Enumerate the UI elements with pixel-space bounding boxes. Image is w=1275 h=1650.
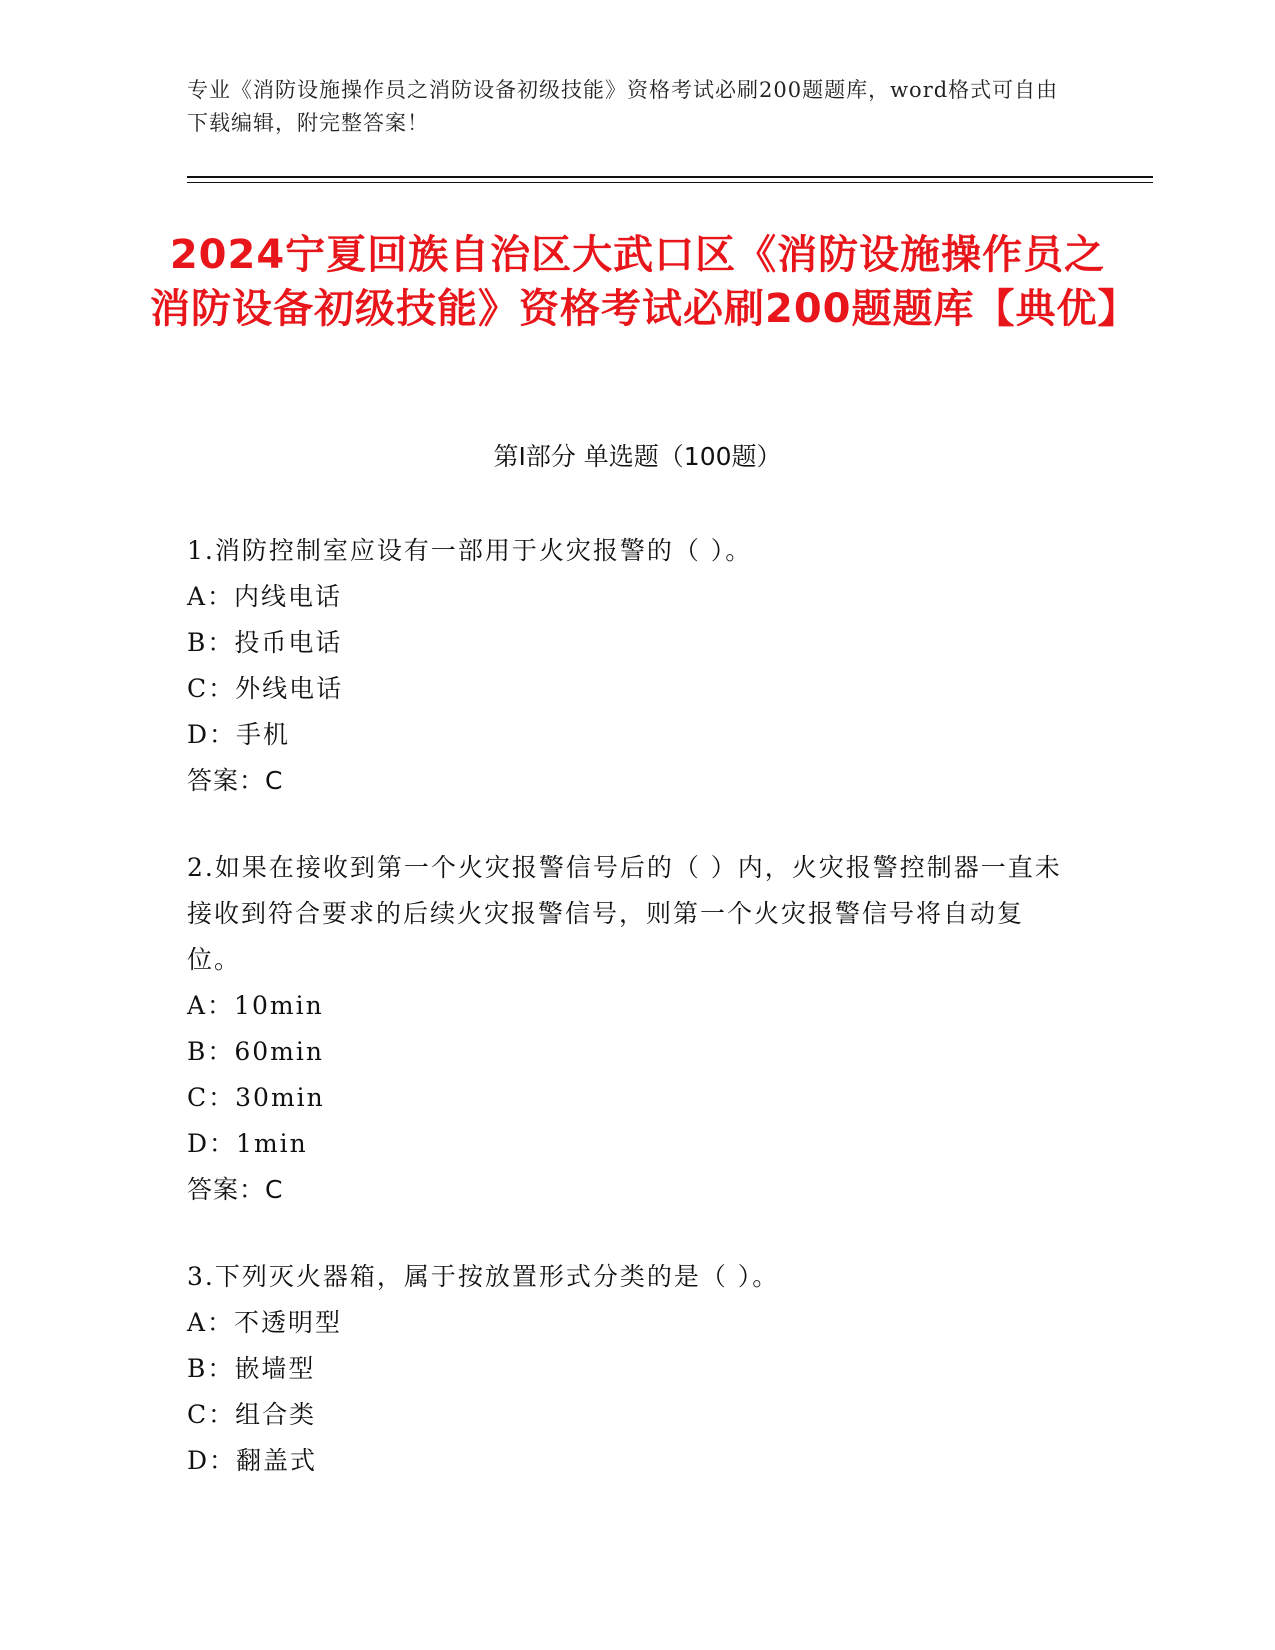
option-b: B：嵌墙型 — [187, 1354, 316, 1383]
answer-text: 答案：C — [187, 1175, 284, 1204]
option-d: D：手机 — [187, 720, 291, 749]
question-stem: 1.消防控制室应设有一部用于火灾报警的（ ）。 — [187, 536, 753, 565]
option-c: C：30min — [187, 1083, 325, 1112]
question-stem: 2.如果在接收到第一个火灾报警信号后的（ ）内，火灾报警控制器一直未接收到符合要求的后续火灾报警信号，则第一个火灾报警信号将自动复位。 — [187, 853, 1062, 974]
question-stem: 3.下列灭火器箱，属于按放置形式分类的是（ ）。 — [187, 1262, 780, 1291]
option-c: C：组合类 — [187, 1400, 317, 1429]
document-title: 2024宁夏回族自治区大武口区《消防设施操作员之消防设备初级技能》资格考试必刷200题题库【典优】 — [150, 232, 1139, 332]
header-divider-thick — [187, 176, 1153, 178]
answer-text: 答案：C — [187, 766, 284, 795]
option-a: A：不透明型 — [187, 1308, 343, 1337]
question-list — [187, 528, 1067, 1525]
document-header-note: 专业《消防设施操作员之消防设备初级技能》资格考试必刷200题题库，word格式可自由下载编辑，附完整答案！ — [187, 78, 1059, 135]
option-b: B：60min — [187, 1037, 324, 1066]
question-item — [187, 1254, 1067, 1484]
option-a: A：内线电话 — [187, 582, 343, 611]
option-b: B：投币电话 — [187, 628, 343, 657]
option-d: D：翻盖式 — [187, 1446, 318, 1475]
section-heading: 第I部分 单选题（100题） — [493, 442, 782, 471]
question-item — [187, 528, 1067, 804]
question-item — [187, 845, 1067, 1213]
option-c: C：外线电话 — [187, 674, 344, 703]
option-d: D：1min — [187, 1129, 308, 1158]
option-a: A：10min — [187, 991, 324, 1020]
header-divider-thin — [187, 182, 1153, 183]
